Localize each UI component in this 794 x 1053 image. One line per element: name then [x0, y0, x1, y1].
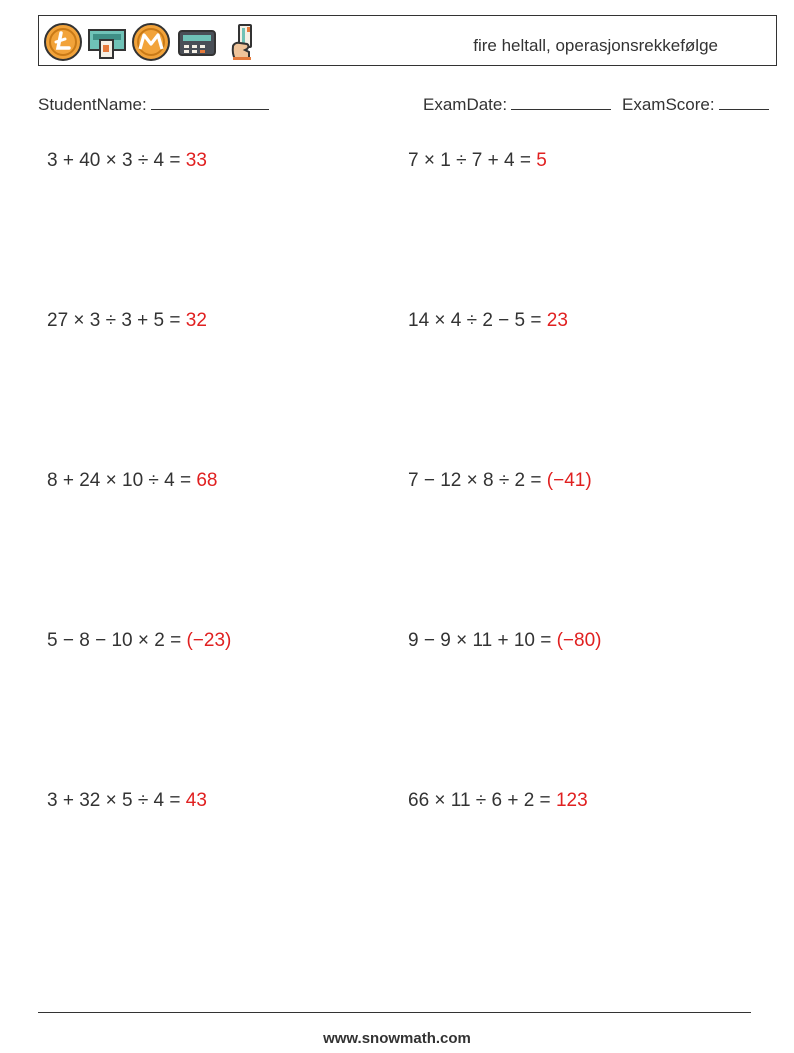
problem-expression: 66 × 11 ÷ 6 + 2 =: [408, 790, 551, 811]
problem-5: [47, 470, 218, 492]
problem-answer: 23: [546, 310, 568, 331]
problem-8: [408, 630, 602, 652]
problem-10: [408, 790, 588, 812]
problem-expression: 3 + 32 × 5 ÷ 4 =: [47, 790, 181, 811]
problem-1: [47, 150, 207, 172]
footer-divider: [38, 1012, 751, 1013]
exam-date-label: ExamDate:: [423, 95, 508, 114]
atm-cash-icon: [87, 22, 127, 62]
problem-expression: 8 + 24 × 10 ÷ 4 =: [47, 470, 192, 491]
problem-7: [47, 630, 231, 652]
problem-expression: 14 × 4 ÷ 2 − 5 =: [408, 310, 542, 331]
problem-answer: (−23): [186, 630, 232, 651]
problem-4: [408, 310, 568, 332]
problem-answer: 43: [185, 790, 207, 811]
exam-score-line[interactable]: [719, 93, 769, 110]
litecoin-coin-icon: [43, 22, 83, 62]
problem-answer: (−80): [556, 630, 602, 651]
header-box: [38, 15, 777, 66]
problem-9: [47, 790, 207, 812]
hand-card-icon: [223, 22, 263, 62]
footer-url[interactable]: www.snowmath.com: [323, 1030, 471, 1047]
student-name-field: [38, 93, 269, 115]
problem-answer: 33: [185, 150, 207, 171]
problem-expression: 5 − 8 − 10 × 2 =: [47, 630, 182, 651]
exam-date-line[interactable]: [511, 93, 611, 110]
problem-answer: 68: [196, 470, 218, 491]
monero-coin-icon: [131, 22, 171, 62]
student-name-line[interactable]: [151, 93, 269, 110]
problem-answer: 32: [185, 310, 207, 331]
problem-2: [408, 150, 547, 172]
problem-expression: 7 − 12 × 8 ÷ 2 =: [408, 470, 542, 491]
problem-expression: 9 − 9 × 11 + 10 =: [408, 630, 552, 651]
exam-score-field: [622, 93, 769, 115]
worksheet-title: fire heltall, operasjonsrekkefølge: [473, 36, 718, 55]
student-name-label: StudentName:: [38, 95, 147, 114]
problem-6: [408, 470, 592, 492]
card-reader-icon: [177, 22, 217, 62]
exam-score-label: ExamScore:: [622, 95, 715, 114]
problem-answer: (−41): [546, 470, 592, 491]
problem-expression: 3 + 40 × 3 ÷ 4 =: [47, 150, 181, 171]
problem-expression: 27 × 3 ÷ 3 + 5 =: [47, 310, 181, 331]
exam-date-field: [423, 93, 611, 115]
problem-answer: 5: [536, 150, 547, 171]
problem-expression: 7 × 1 ÷ 7 + 4 =: [408, 150, 531, 171]
problem-3: [47, 310, 207, 332]
problem-answer: 123: [555, 790, 588, 811]
